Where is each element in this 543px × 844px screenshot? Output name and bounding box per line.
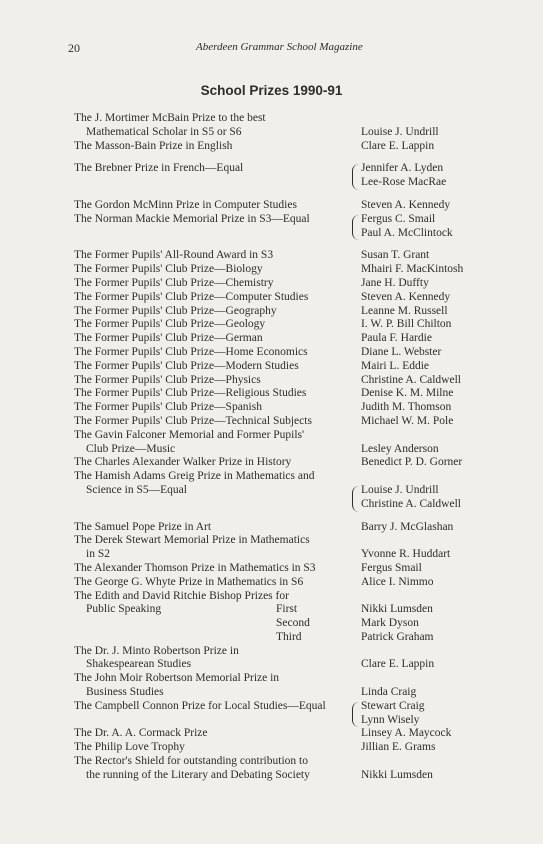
prize-name: The Former Pupils' Club Prize—Physics xyxy=(74,373,261,386)
prize-name: Science in S5—Equal xyxy=(86,483,187,496)
prize-line xyxy=(0,521,543,535)
prize-entry xyxy=(0,456,543,470)
prize-entry xyxy=(0,249,543,263)
running-head: Aberdeen Grammar School Magazine xyxy=(196,41,363,53)
prize-winner: Linsey A. Maycock xyxy=(361,727,452,740)
prize-winner: Yvonne R. Huddart xyxy=(361,548,451,561)
prize-line xyxy=(0,387,543,401)
prize-line xyxy=(0,318,543,332)
prize-name: The Derek Stewart Memorial Prize in Mathematics xyxy=(74,534,310,547)
page-title: School Prizes 1990-91 xyxy=(200,83,343,98)
prize-winner: Lesley Anderson xyxy=(361,442,439,455)
prize-name: The Samuel Pope Prize in Art xyxy=(74,520,212,533)
prize-name: The Campbell Connon Prize for Local Studies—Equal xyxy=(74,699,326,712)
prize-name: The Gavin Falconer Memorial and Former Pupils' xyxy=(74,428,305,441)
prize-line xyxy=(0,346,543,360)
prize-place: Second xyxy=(276,617,310,630)
prize-name: The Hamish Adams Greig Prize in Mathematics and xyxy=(74,470,315,483)
prize-winner: Alice I. Nimmo xyxy=(361,575,434,588)
prize-winner: Clare E. Lappin xyxy=(361,658,435,671)
prize-entry xyxy=(0,263,543,277)
prize-winner: Mark Dyson xyxy=(361,617,419,630)
prize-name: The Dr. J. Minto Robertson Prize in xyxy=(74,644,239,657)
prize-winner: Lynn Wisely xyxy=(361,713,420,726)
prize-line xyxy=(0,213,543,227)
prize-name: The Dr. A. A. Cormack Prize xyxy=(74,727,208,740)
prize-entry xyxy=(0,199,543,213)
prize-entry xyxy=(0,741,543,755)
prize-name: Public Speaking xyxy=(86,603,162,616)
prize-name: The Former Pupils' Club Prize—Modern Studies xyxy=(74,359,299,372)
prize-entry xyxy=(0,291,543,305)
page-number: 20 xyxy=(68,41,80,55)
prize-line xyxy=(0,769,543,783)
prize-line xyxy=(0,277,543,291)
prize-entry xyxy=(0,277,543,291)
prize-place: First xyxy=(276,603,298,616)
prize-entry xyxy=(0,360,543,374)
prize-entry xyxy=(0,401,543,415)
prize-name: The Former Pupils' Club Prize—Technical Subjects xyxy=(74,414,312,427)
prize-entry xyxy=(0,521,543,535)
prize-entry xyxy=(0,727,543,741)
prize-winner: Paula F. Hardie xyxy=(361,332,432,345)
prize-line xyxy=(0,686,543,700)
prize-winner: Denise K. M. Milne xyxy=(361,387,454,400)
prize-name: The Charles Alexander Walker Prize in History xyxy=(74,456,292,469)
prize-line xyxy=(0,534,543,548)
prize-line xyxy=(0,176,543,190)
prize-entry xyxy=(0,112,543,140)
prize-line xyxy=(0,429,543,443)
prize-name: The Former Pupils' Club Prize—Chemistry xyxy=(74,276,274,289)
prize-line xyxy=(0,162,543,176)
prize-line xyxy=(0,415,543,429)
prize-winner: Lee-Rose MacRae xyxy=(361,176,447,189)
prize-line xyxy=(0,374,543,388)
prize-winner: Clare E. Lappin xyxy=(361,139,435,152)
prize-line xyxy=(0,140,543,154)
prize-line xyxy=(0,126,543,140)
prize-line xyxy=(0,401,543,415)
prize-winner: Nikki Lumsden xyxy=(361,768,433,781)
prize-name: Mathematical Scholar in S5 or S6 xyxy=(86,125,242,138)
prize-entry xyxy=(0,590,543,645)
prize-line xyxy=(0,112,543,126)
prize-entry xyxy=(0,755,543,783)
prize-line xyxy=(0,755,543,769)
prize-winner: Benedict P. D. Gorner xyxy=(361,456,463,469)
prize-entry xyxy=(0,429,543,457)
prize-winner: Jane H. Duffty xyxy=(361,276,429,289)
prize-line xyxy=(0,590,543,604)
prize-entry xyxy=(0,534,543,562)
prize-winner: Nikki Lumsden xyxy=(361,603,433,616)
prize-line xyxy=(0,443,543,457)
prize-name: the running of the Literary and Debating Society xyxy=(86,768,310,781)
prize-entry xyxy=(0,332,543,346)
prize-line xyxy=(0,617,543,631)
prize-name: The Former Pupils' Club Prize—Home Economics xyxy=(74,345,308,358)
prize-winner: Louise J. Undrill xyxy=(361,483,439,496)
prize-line xyxy=(0,470,543,484)
prize-line xyxy=(0,360,543,374)
prize-entry xyxy=(0,213,543,241)
prize-winner: Linda Craig xyxy=(361,686,417,699)
prize-line xyxy=(0,498,543,512)
prize-winner: Mhairi F. MacKintosh xyxy=(361,263,464,276)
prize-place: Third xyxy=(276,630,302,643)
prize-winner: Fergus Smail xyxy=(361,561,422,574)
prize-name: The Edith and David Ritchie Bishop Prizes for xyxy=(74,589,289,602)
prize-line xyxy=(0,456,543,470)
prize-name: The Rector's Shield for outstanding contribution to xyxy=(74,755,308,768)
prize-line xyxy=(0,484,543,498)
prize-line xyxy=(0,227,543,241)
prize-line xyxy=(0,672,543,686)
prize-name: Club Prize—Music xyxy=(86,442,176,455)
prize-name: The Gordon McMinn Prize in Computer Studies xyxy=(74,198,297,211)
prize-name: The Former Pupils' All-Round Award in S3 xyxy=(74,249,274,262)
prize-list xyxy=(0,112,543,792)
prize-entry xyxy=(0,484,543,512)
prize-name: The Philip Love Trophy xyxy=(74,741,185,754)
prize-entry xyxy=(0,305,543,319)
prize-line xyxy=(0,249,543,263)
prize-entry xyxy=(0,645,543,673)
prize-line xyxy=(0,741,543,755)
prize-line xyxy=(0,700,543,714)
prize-winner: Fergus C. Smail xyxy=(361,212,436,225)
prize-name: in S2 xyxy=(86,548,110,561)
prize-line xyxy=(0,714,543,728)
section-gap xyxy=(0,783,543,792)
prize-winner: Steven A. Kennedy xyxy=(361,198,451,211)
prize-line xyxy=(0,603,543,617)
prize-name: Business Studies xyxy=(86,686,164,699)
prize-winner: Louise J. Undrill xyxy=(361,125,439,138)
prize-name: The Brebner Prize in French—Equal xyxy=(74,162,244,175)
prize-winner: Barry J. McGlashan xyxy=(361,520,454,533)
prize-entry xyxy=(0,700,543,728)
prize-name: Shakespearean Studies xyxy=(86,658,192,671)
prize-winner: Jennifer A. Lyden xyxy=(361,162,444,175)
prize-line xyxy=(0,291,543,305)
prize-winner: Stewart Craig xyxy=(361,699,425,712)
section-gap xyxy=(0,190,543,199)
prize-line xyxy=(0,727,543,741)
prize-name: The Former Pupils' Club Prize—Geology xyxy=(74,318,266,331)
prize-winner: Michael W. M. Pole xyxy=(361,414,454,427)
prize-winner: Diane L. Webster xyxy=(361,345,442,358)
prize-line xyxy=(0,645,543,659)
prize-name: The Former Pupils' Club Prize—Computer Studies xyxy=(74,290,309,303)
prize-line xyxy=(0,658,543,672)
prize-entry xyxy=(0,162,543,190)
prize-winner: Jillian E. Grams xyxy=(361,741,436,754)
prize-line xyxy=(0,562,543,576)
prize-entry xyxy=(0,346,543,360)
prize-entry xyxy=(0,387,543,401)
prize-line xyxy=(0,576,543,590)
prize-name: The Former Pupils' Club Prize—Spanish xyxy=(74,401,262,414)
prize-winner: Paul A. McClintock xyxy=(361,226,453,239)
prize-entry xyxy=(0,318,543,332)
prize-winner: Steven A. Kennedy xyxy=(361,290,451,303)
prize-line xyxy=(0,548,543,562)
prize-winner: Mairi L. Eddie xyxy=(361,359,430,372)
prize-name: The Norman Mackie Memorial Prize in S3—Equal xyxy=(74,212,310,225)
prize-winner: Patrick Graham xyxy=(361,630,434,643)
prize-winner: Leanne M. Russell xyxy=(361,304,448,317)
prize-name: The Former Pupils' Club Prize—Geography xyxy=(74,304,277,317)
prize-winner: Christine A. Caldwell xyxy=(361,497,461,510)
prize-winner: Judith M. Thomson xyxy=(361,401,452,414)
prize-winner: Susan T. Grant xyxy=(361,249,430,262)
prize-name: The Masson-Bain Prize in English xyxy=(74,139,233,152)
prize-name: The J. Mortimer McBain Prize to the best xyxy=(74,112,266,124)
prize-entry xyxy=(0,374,543,388)
prize-name: The John Moir Robertson Memorial Prize in xyxy=(74,672,280,685)
prize-entry xyxy=(0,140,543,154)
section-gap xyxy=(0,240,543,249)
prize-name: The Former Pupils' Club Prize—Biology xyxy=(74,263,263,276)
prize-line xyxy=(0,305,543,319)
prize-name: The George G. Whyte Prize in Mathematics in S6 xyxy=(74,575,304,588)
prize-name: The Former Pupils' Club Prize—German xyxy=(74,332,263,345)
prize-line xyxy=(0,332,543,346)
prize-entry xyxy=(0,415,543,429)
prize-entry xyxy=(0,672,543,700)
prize-entry xyxy=(0,576,543,590)
prize-line xyxy=(0,631,543,645)
prize-entry xyxy=(0,470,543,484)
section-gap xyxy=(0,153,543,162)
section-gap xyxy=(0,512,543,521)
prize-line xyxy=(0,263,543,277)
prize-name: The Former Pupils' Club Prize—Religious Studies xyxy=(74,387,307,400)
prize-name: The Alexander Thomson Prize in Mathematics in S3 xyxy=(74,561,316,574)
prize-winner: Christine A. Caldwell xyxy=(361,373,461,386)
prize-entry xyxy=(0,562,543,576)
prize-line xyxy=(0,199,543,213)
prize-winner: I. W. P. Bill Chilton xyxy=(361,318,452,331)
